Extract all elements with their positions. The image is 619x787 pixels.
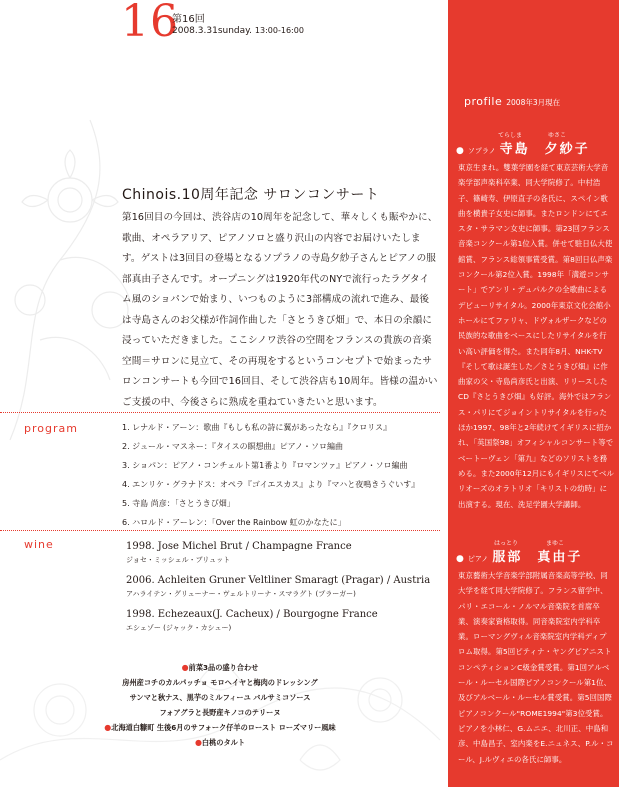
- course-title: 前菜3品の盛り合わせ: [188, 663, 259, 672]
- performer-role: ピアノ: [467, 555, 489, 563]
- wine-label: wine: [24, 538, 54, 551]
- performer-fullname: 寺島 夕紗子: [499, 142, 590, 157]
- program-item: 3. ショパン：ピアノ・コンチェルト第1番より『ロマンツァ』ピアノ・ソロ編曲: [122, 461, 408, 470]
- program-item: 6. ハロルド・アーレン：「Over the Rainbow 虹のかなたに」: [122, 518, 346, 527]
- bullet-dot-icon: ●: [194, 738, 202, 747]
- profile-heading: [464, 95, 560, 108]
- issue-label: 第16回: [172, 14, 205, 25]
- section-divider: [0, 412, 440, 413]
- program-item: 2. ジュール・マスネー：『タイスの瞑想曲』ピアノ・ソロ編曲: [122, 442, 343, 451]
- profile-date: 2008年3月現在: [506, 98, 561, 107]
- menu-course: [0, 720, 440, 735]
- wine-name: 1998. Echezeaux(J. Cacheux) / Bourgogne France: [126, 609, 378, 620]
- program-label: program: [24, 422, 78, 435]
- wine-item: [126, 608, 438, 634]
- program-item: 4. エンリケ・グラナドス：オペラ『ゴイエスカス』より『マハと夜鳴きうぐいす』: [122, 480, 420, 489]
- ruby-family: てらしま: [498, 132, 523, 139]
- wine-kana: ジョセ・ミッシェル・ブリュット: [126, 556, 231, 564]
- wine-kana: エシェゾー (ジャック・カシュー): [126, 624, 232, 632]
- ruby-given: ゆさこ: [548, 132, 567, 139]
- event-weekday: sunday.: [217, 26, 253, 36]
- section-divider: [0, 530, 440, 531]
- floral-ornament-icon: [0, 110, 140, 450]
- program-item: 1. レナルド・アーン：歌曲『もしも私の詩に翼があったなら』『クロリス』: [122, 423, 392, 432]
- performer-bio: 東京生まれ。雙葉学園を経て東京芸術大学音楽学部声楽科卒業、同大学院修了。中村浩子、篠崎寿、伊原直子の各氏に、スペイン歌曲を横貴子女史に師事。またロンドンにてエスタ・サラマン女史に師事。第23回フランス音楽コンクール第1位入賞。併せて駐日仏大使館賞、フランス総領事賞受賞。第8回日仏声楽コンクール第2位入賞。1998年「満遊コンサート」でアンリ・デュパルクの全歌曲によるデビューリサイタル。2000年東京文化会館小ホールにてファリャ、ドヴォルザークなどの民族的な歌曲をベースにしたリサイタルを行い高い評価を得た。また同年8月、NHK-TV『そして歌は誕生した／さとうきび畑』に作曲家の父・寺島尚彦氏と出演、リリースしたCD『さとうきび畑』も好評。海外ではフランス・パリにてジョイントリサイタルを行ったほか1997、98年と2年続けてイギリスに招かれ、「英国祭98」オフィシャルコンサート等でベートーヴェン「第九」などのソリストを務める。また2000年12月にもイギリスにてベルリオーズのオラトリオ「キリストの幼時」に出演する。現在、洗足学園大学講師。: [458, 163, 615, 509]
- wine-item: [126, 574, 438, 600]
- menu-subitem: サンマと秋ナス、黒芋のミルフィーユ バルサミコソース: [129, 693, 311, 702]
- event-datetime: [172, 26, 304, 36]
- menu-course: [0, 660, 440, 675]
- course-title: 白桃のタルト: [201, 738, 246, 747]
- menu-subitem: 房州産コチのカルパッチョ モロヘイヤと梅肉のドレッシング: [122, 678, 318, 687]
- event-date: 2008.3.31: [172, 26, 218, 36]
- profile-sidebar: [448, 0, 619, 787]
- ruby-family: はっとり: [494, 540, 519, 547]
- bullet-dot-icon: ●: [104, 723, 112, 732]
- menu-subitem: フォアグラと長野産キノコのテリーヌ: [159, 708, 281, 717]
- performer-name: [456, 138, 590, 157]
- performer-bio: 東京藝術大学音楽学部附属音楽高等学校、同大学を経て同大学院修了。フランス留学中、パリ・エコール・ノルマル音楽院を首席卒業、演奏家資格取得。同音楽院室内学科卒業。ローマングヴィル音楽院室内学科ディプロム取得。第5回ピティナ・ヤングピアニストコンペティションC級金賞受賞。第1回アルベール・ルーセル国際ピアノコンクール第1位、及びアルベール・ルーセル賞受賞。第5回国際ピアノコンクール"ROME1994"第3位受賞。ピアノを小林仁、G.ムニエ、北川正、中島和彦、中島昌子、室内楽をE.ニュネス、P.ル・コール、J.ルヴィエの各氏に師事。: [458, 571, 614, 764]
- concert-intro: 第16回目の今回は、渋谷店の10周年を記念して、華々しくも賑やかに、歌曲、オペラアリア、ピアノソロと盛り沢山の内容でお届けいたします。ゲストは3回目の登場となるソプラノの寺島夕紗子さんとピアノの服部真由子さんです。オープニングは1920年代のNYで流行ったラグタイム風のショパンで始まり、いつものように3部構成の流れで進み、最後は寺島さんのお父様が作詞作曲した「さとうきび畑」で、本日の余韻に浸っていただきました。ここシノワ渋谷の空間をフランスの貴族の音楽空間＝サロンに見立て、その再現をするというコンセプトで始まったサロンコンサートも今回で16回目、そして渋谷店も10周年。皆様の温かいご支援の中、今後さらに熟成を重ねていきたいと思います。: [122, 212, 438, 408]
- bullet-dot-icon: ●: [181, 663, 189, 672]
- course-title: 北海道白糠町 生後6月のサフォーク仔羊のロースト ローズマリー風味: [111, 723, 336, 732]
- profile-title: profile: [464, 95, 503, 108]
- performer-role: ソプラノ: [467, 147, 496, 155]
- performer-fullname: 服部 真由子: [492, 550, 583, 565]
- performer-name: [456, 546, 582, 565]
- wine-item: [126, 540, 438, 566]
- menu-course: [0, 735, 440, 750]
- wine-list: [126, 540, 438, 642]
- program-list: [122, 418, 419, 532]
- wine-kana: アハライテン・グリューナー・ヴェルトリーナ・スマラグト (プラーガー): [126, 590, 356, 598]
- event-time: 13:00-16:00: [254, 26, 304, 35]
- wine-name: 1998. Jose Michel Brut / Champagne France: [126, 541, 352, 552]
- bullet-dot-icon: ●: [456, 146, 466, 156]
- bullet-dot-icon: ●: [456, 554, 466, 564]
- dinner-menu: [0, 660, 440, 750]
- program-item: 5. 寺島 尚彦：「さとうきび畑」: [122, 499, 235, 508]
- ruby-given: まゆこ: [546, 540, 565, 547]
- wine-name: 2006. Achleiten Gruner Veltliner Smaragt (Pragar) / Austria: [126, 575, 431, 586]
- concert-title: Chinois.10周年記念 サロンコンサート: [122, 187, 380, 203]
- issue-number: 16: [121, 0, 179, 47]
